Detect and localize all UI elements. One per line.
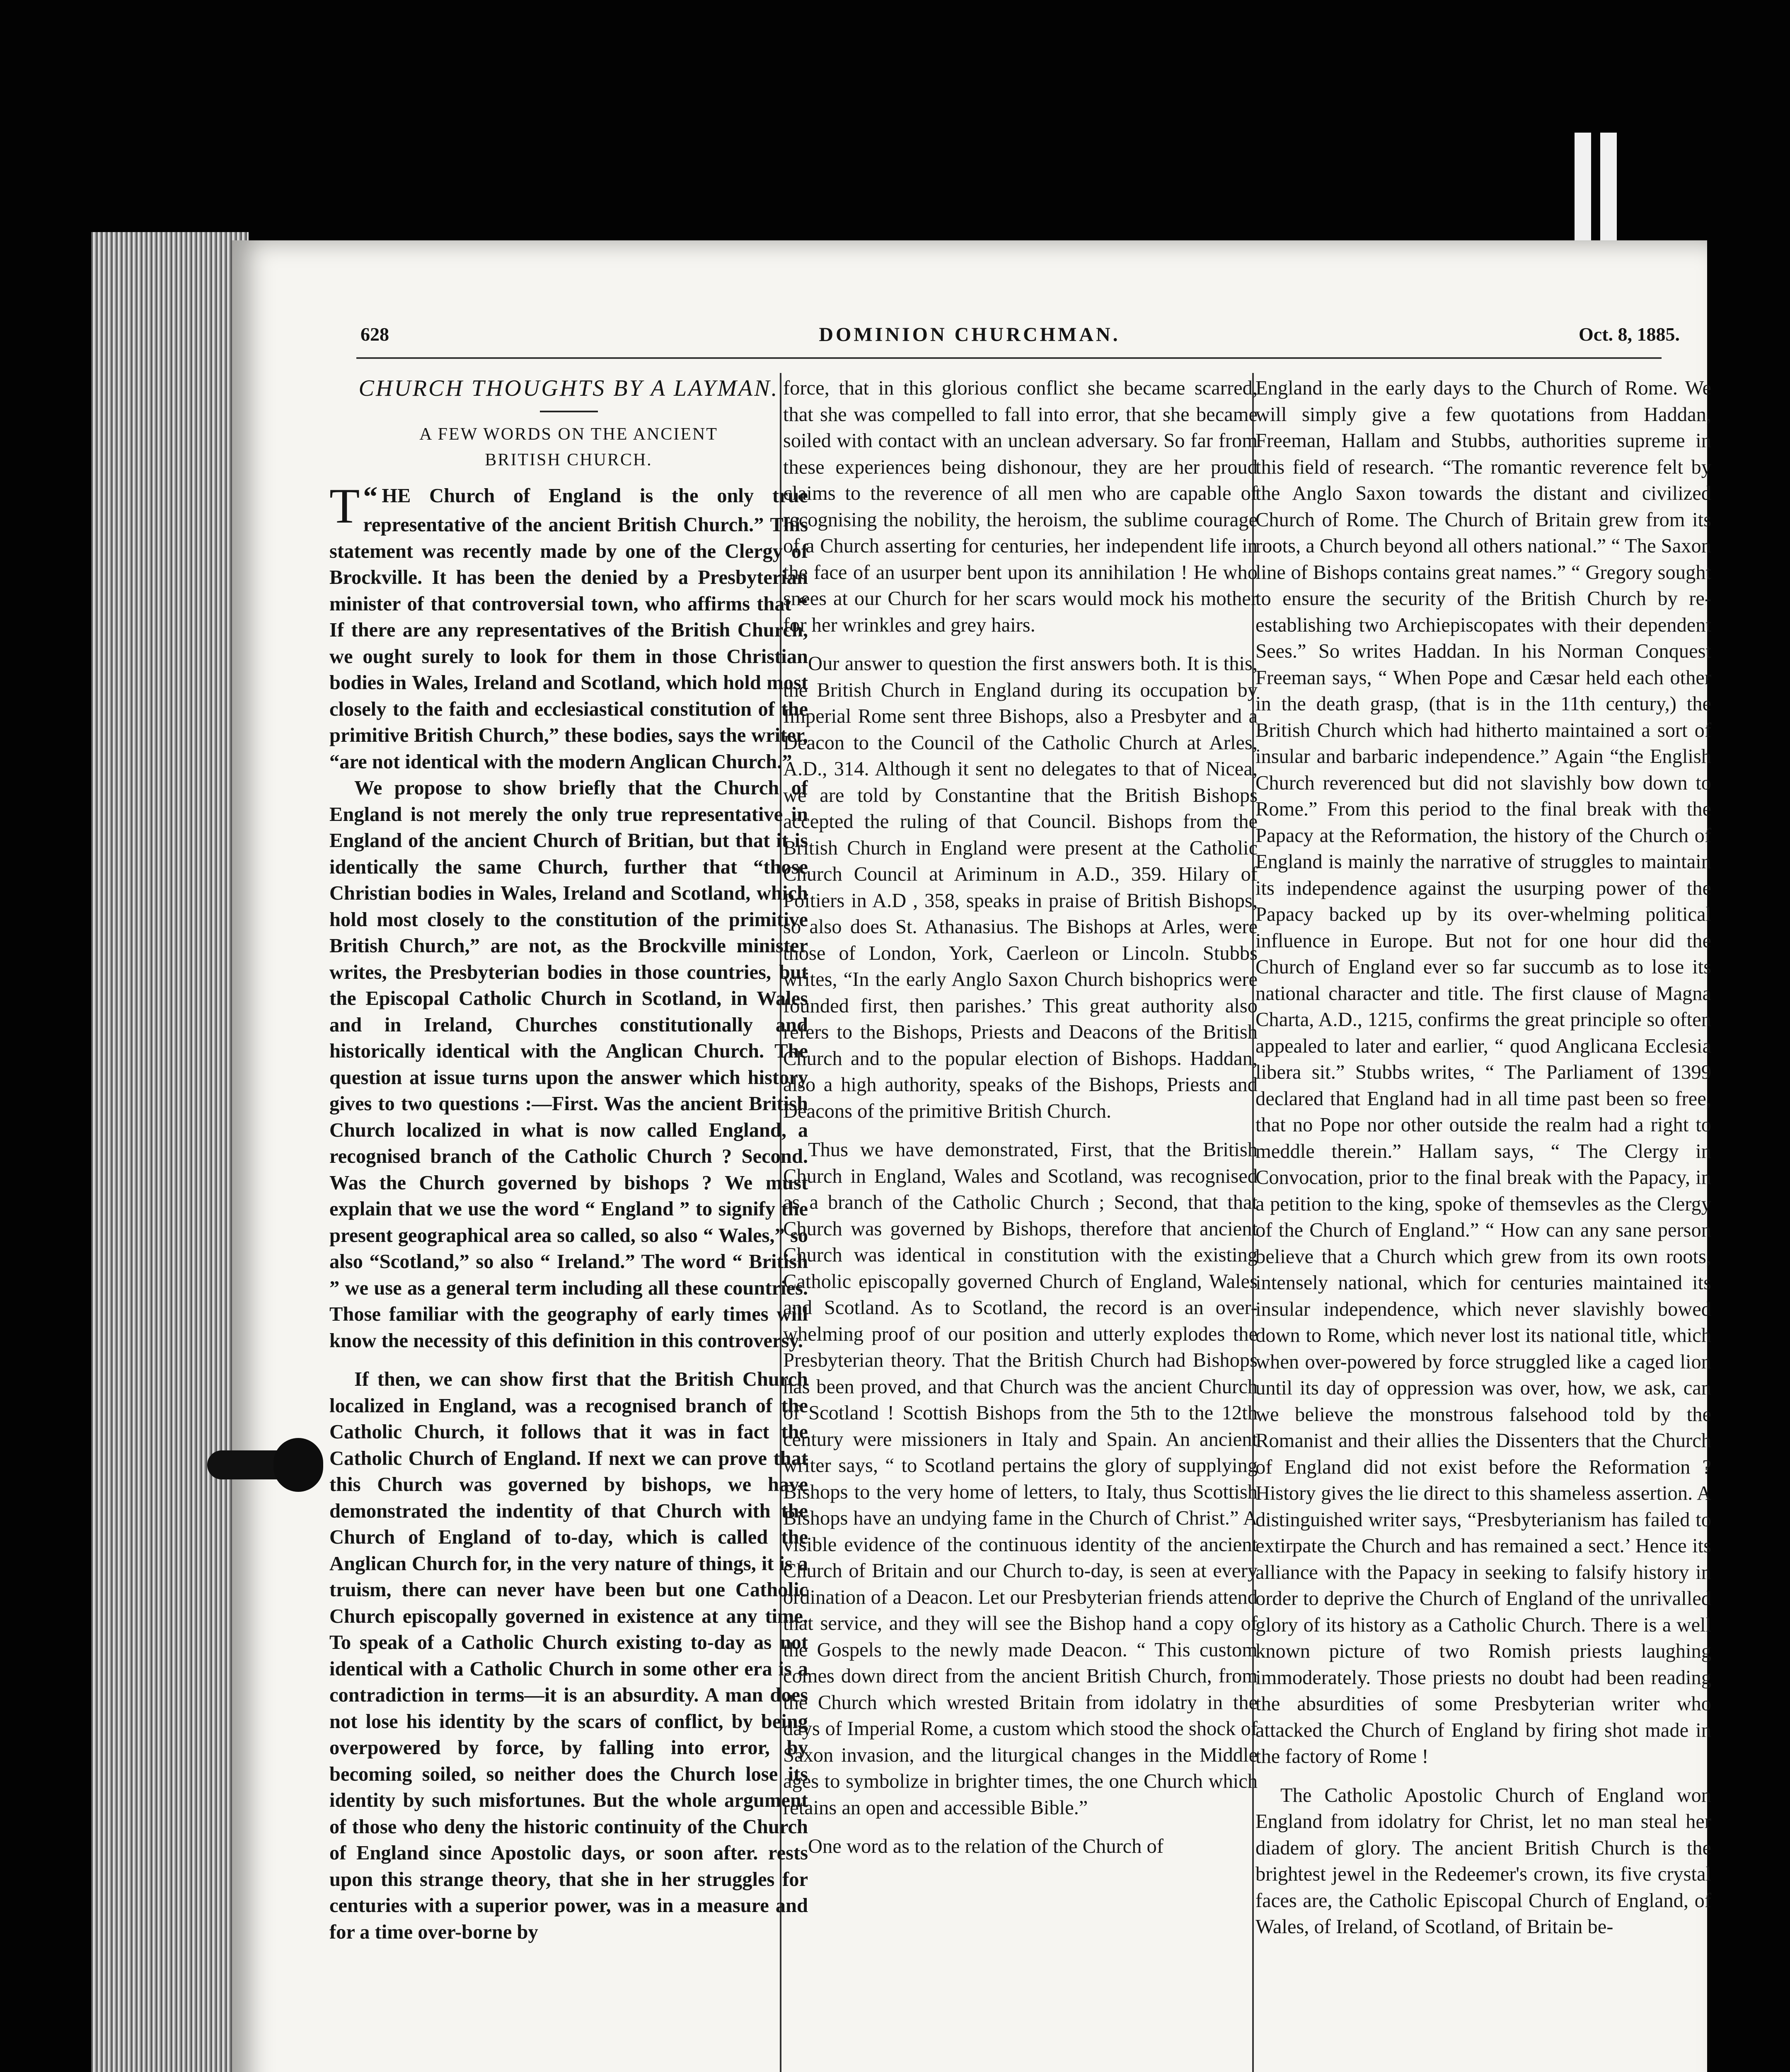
column-2 [783, 375, 1258, 2072]
page-number: 628 [360, 324, 389, 345]
paragraph: One word as to the relation of the Church of [808, 1835, 1164, 1857]
drop-cap: T [329, 478, 360, 533]
paragraph: force, that in this glorious conflict she became scarred, that she was compelled to fall into error, that she became soiled with contact with an unclean adversary. So far from these experiences being dishonour, they are her proud claims to the reverence of all men who are capable of recognising the nobility, the heroism, the sublime courage of a Church asserting for centuries, her independent life in the face of an usurper bent upon its annihilation ! He who snees at our Church for her scars would mock his mother for her wrinkles and grey hairs. [783, 377, 1258, 636]
column-3 [1255, 375, 1711, 2072]
subtitle-line: BRITISH CHURCH. [485, 450, 653, 470]
paragraph: England in the early days to the Church of Rome. We will simply give a few quotations from Haddan, Freeman, Hallam and Stubbs, authorities supreme in this field of research. “The romantic reverence felt by the Anglo Saxon towards the distant and civilized Church of Rome. The Church of Britain grew from its roots, a Church beyond all others national.” “ The Saxon line of Bishops contains great names.” “ Gregory sought to ensure the security of the British Church by re-establishing two Archiepiscopates with their dependent Sees.” So writes Haddan. In his Norman Conquest Freeman says, “ When Pope and Cæsar held each other in the death grasp, (that is in the 11th century,) the British Church which had hitherto maintained a sort of insular and barbaric independence.” Again “the English Church reverenced but did not slavishly bow down to Rome.” From this period to the final break with the Papacy at the Reformation, the history of the Church of England is mainly the narrative of struggles to maintain its independence against the usurping power of the Papacy backed up by its over-whelming political influence in Europe. But not for one hour did the Church of England ever so far succumb as to lose its national character and title. The first clause of Magna Charta, A.D., 1215, confirms the great principle so often appealed to later and earlier, “ quod Anglicana Ecclesia libera sit.” Stubbs writes, “ The Parliament of 1399 declared that England had in all time past been so free, that no Pope nor other outside the realm had a right to meddle therein.” Hallam says, “ The Clergy in Convocation, prior to the final break with the Papacy, in a petition to the king, spoke of themsevles as the Clergy of the Church of England.” “ How can any sane person believe that a Church which grew from its own roots, intensely national, which for centuries maintained its insular independence, which never slavishly bowed down to Rome, which never lost its national title, which when over-powered by force struggled like a caged lion until its day of oppression was over, how, we ask, can we believe the monstrous falsehood told by the Romanist and their allies the Dissenters that the Church of England did not exist before the Reformation ? History gives the lie direct to this shameless assertion. A distinguished writer says, “Presbyterianism has failed to extirpate the Church and has remained a sect.’ Hence its alliance with the Papacy in seeking to falsify history in order to deprive the Church of England of the unrivalled glory of its history as a Catholic Church. There is a well known picture of two Romish priests laughing immoderately. Those priests no doubt had been reading the absurdities of some Presbyterian writer who attacked the Church of England by firing shot made in the factory of Rome ! [1255, 377, 1711, 1767]
paragraph: Our answer to question the first answers both. It is this, the British Church in England during its occupation by Imperial Rome sent three Bishops, also a Presbyter and a Deacon to the Council of the Catholic Church at Arles, A.D., 314. Although it sent no delegates to that of Nicea, we are told by Constantine that the British Bishops accepted the ruling of that Council. Bishops from the British Church in England were present at the Catholic Church Council at Ariminum in A.D., 359. Hilary of Poitiers in A.D , 358, speaks in praise of British Bishops, so also does St. Athanasius. The Bishops at Arles, were those of London, York, Caerleon or Lincoln. Stubbs writes, “In the early Anglo Saxon Church bishoprics were founded first, then parishes.’ This great authority also refers to the Bishops, Priests and Deacons of the British Church and to the popular election of Bishops. Haddan, also a high authority, speaks of the Bishops, Priests and Deacons of the primitive British Church. [783, 653, 1258, 1122]
newspaper-page [232, 240, 1711, 2072]
paragraph [329, 478, 808, 775]
publication-title: DOMINION CHURCHMAN. [819, 324, 1120, 346]
issue-date: Oct. 8, 1885. [1579, 324, 1680, 345]
paragraph: If then, we can show first that the British Church localized in England, was a recognised branch of the Catholic Church, it follows that it was in fact the Catholic Church of England. If next we can prove that this Church was governed by bishops, we have demonstrated the indentity of that Church with the Church of England of to-day, which is called the Anglican Church for, in the very nature of things, it is a truism, there can never have been but one Catholic Church episcopally governed in existence at any time. To speak of a Catholic Church existing to-day as not identical with a Catholic Church in some other era is a contradiction in terms—it is an absurdity. A man does not lose his identity by the scars of conflict, by being overpowered by force, by falling into error, by becoming soiled, so neither does the Church lose its identity by such misfortunes. But the whole argument of those who deny the historic continuity of the Church of England since Apostolic days, or soon after. rests upon this strange theory, that she in her struggles for centuries with a superior power, was in a measure and for a time over-borne by [329, 1368, 808, 1943]
scanner-finger-shadow [273, 1438, 323, 1492]
title-rule [540, 411, 598, 412]
paragraph-text: HE Church of England is the only true representative of the ancient British Church.” This statement was recently made by one of the Clergy of Brockville. It has been the denied by a Presbyterian minister of that controversial town, who affirms that “ If there are any representatives of the British Church, we ought surely to look for them in those Christian bodies in Wales, Ireland and Scotland, which hold most closely to the faith and ecclesiastical constitution of the primitive British Church,” these bodies, says the writer, “are not identical with the modern Anglican Church.” [329, 485, 808, 773]
article-title: CHURCH THOUGHTS BY A LAYMAN. [358, 375, 779, 401]
subtitle-line: A FEW WORDS ON THE ANCIENT [419, 425, 718, 444]
page-header [232, 323, 1707, 348]
paragraph: Thus we have demonstrated, First, that the British Church in England, Wales and Scotland, was recognised as a branch of the Catholic Church ; Second, that that Church was governed by Bishops, therefore that ancient Church was identical in constitution with the existing Catholic episcopally governed Church of England, Wales and Scotland. As to Scotland, the record is an over-whelming proof of our position and utterly explodes the Presbyterian theory. That the British Church had Bishops has been proved, and that Church was the ancient Church of Scotland ! Scottish Bishops from the 5th to the 12th century were missioners in Italy and Spain. An ancient writer says, “ to Scotland pertains the glory of supplying Bishops to the very home of letters, to Italy, thus Scottish Bishops have an undying fame in the Church of Christ.” A visible evidence of the continuous identity of the ancient Church of Britain and our Church to-day, is seen at every ordination of a Deacon. Let our Presbyterian friends attend that service, and they will see the Bishop hand a copy of the Gospels to the newly made Deacon. “ This custom comes down direct from the ancient British Church, from the Church which wrested Britain from idolatry in the days of Imperial Rome, a custom which stood the shock of Saxon invasion, and the liturgical changes in the Middle ages to symbolize in brighter times, the one Church which retains an open and accessible Bible.” [783, 1139, 1258, 1819]
paragraph: We propose to show briefly that the Church of England is not merely the only true representative in England of the ancient Church of Britian, but that it is identically the same Church, further that “those Christian bodies in Wales, Ireland and Scotland, which hold most closely to the constitution of the primitive British Church,” are not, as the Brockville minister writes, the Presbyterian bodies in those countries, but the Episcopal Catholic Church in Scotland, in Wales and in Ireland, Churches constitutionally and historically identical with the Anglican Church. The question at issue turns upon the answer which history gives to two questions :—First. Was the ancient British Church localized in what is now called England, a recognised branch of the Catholic Church ? Second. Was the Church governed by bishops ? We must explain that we use the word “ England ” to signify the present geographical area so called, so also “ Wales,” so also “Scotland,” so also “ Ireland.” The word “ British ” we use as a general term including all these countries. Those familiar with the geography of early times will know the necessity of this definition in this controversy. [329, 777, 808, 1352]
paragraph: The Catholic Apostolic Church of England won England from idolatry for Christ, let no man steal her diadem of glory. The ancient British Church is the brightest jewel in the Redeemer's crown, its five crystal faces are, the Catholic Episcopal Church of England, of Wales, of Ireland, of Scotland, of Britain be- [1255, 1784, 1711, 1938]
article-subtitle [329, 421, 808, 473]
opening-quote: “ [363, 481, 378, 513]
column-1 [329, 375, 808, 2072]
book-page-edges [91, 232, 249, 2072]
header-rule [356, 357, 1662, 359]
